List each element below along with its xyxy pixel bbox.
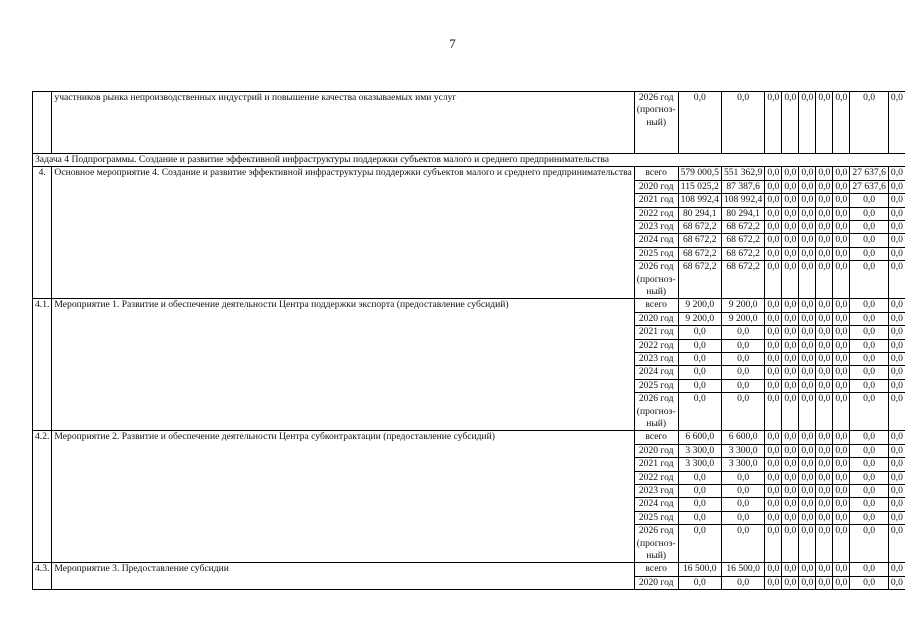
value-cell: 0,0: [816, 366, 833, 379]
value-cell: 0,0: [765, 194, 782, 207]
value-cell: 0,0: [721, 366, 764, 379]
value-cell: 0,0: [782, 576, 799, 589]
value-cell: 0,0: [850, 326, 889, 339]
value-cell: 0,0: [799, 393, 816, 431]
value-cell: 0,0: [799, 444, 816, 457]
value-cell: 0,0: [888, 180, 905, 193]
value-cell: 0,0: [765, 563, 782, 576]
value-cell: 3 300,0: [721, 458, 764, 471]
table-row: [33, 299, 905, 312]
value-cell: 0,0: [799, 326, 816, 339]
year-cell: всего: [634, 563, 678, 576]
value-cell: 0,0: [850, 339, 889, 352]
value-cell: 0,0: [816, 207, 833, 220]
value-cell: 0,0: [850, 261, 889, 299]
task-row: [33, 154, 905, 167]
value-cell: 0,0: [816, 431, 833, 444]
value-cell: 0,0: [678, 576, 721, 589]
value-cell: 0,0: [721, 353, 764, 366]
value-cell: 108 992,4: [721, 194, 764, 207]
value-cell: 0,0: [721, 393, 764, 431]
value-cell: 27 637,6: [850, 180, 889, 193]
task-title: Задача 4 Подпрограммы. Создание и развитие эффективной инфраструктуры поддержки субъектов малого и среднего предпринимательства: [33, 154, 905, 167]
value-cell: 0,0: [888, 326, 905, 339]
value-cell: 0,0: [799, 247, 816, 260]
value-cell: 0,0: [799, 92, 816, 154]
value-cell: 0,0: [850, 431, 889, 444]
value-cell: 0,0: [765, 339, 782, 352]
value-cell: 0,0: [833, 299, 850, 312]
value-cell: 0,0: [799, 563, 816, 576]
value-cell: 0,0: [816, 339, 833, 352]
value-cell: 0,0: [782, 525, 799, 563]
value-cell: 0,0: [888, 366, 905, 379]
value-cell: 0,0: [833, 471, 850, 484]
value-cell: 0,0: [799, 194, 816, 207]
value-cell: 0,0: [782, 247, 799, 260]
value-cell: 0,0: [888, 339, 905, 352]
value-cell: 0,0: [799, 353, 816, 366]
value-cell: 0,0: [765, 458, 782, 471]
value-cell: 0,0: [782, 366, 799, 379]
value-cell: 0,0: [765, 431, 782, 444]
value-cell: 0,0: [765, 444, 782, 457]
year-cell: 2024 год: [634, 234, 678, 247]
value-cell: 0,0: [833, 92, 850, 154]
year-cell: 2022 год: [634, 339, 678, 352]
value-cell: 0,0: [799, 431, 816, 444]
value-cell: 0,0: [833, 339, 850, 352]
row-number-cell: [33, 92, 52, 154]
value-cell: 80 294,1: [678, 207, 721, 220]
value-cell: 9 200,0: [721, 299, 764, 312]
value-cell: 0,0: [888, 207, 905, 220]
value-cell: 0,0: [799, 339, 816, 352]
value-cell: 9 200,0: [678, 312, 721, 325]
year-cell: 2020 год: [634, 180, 678, 193]
value-cell: 0,0: [678, 379, 721, 392]
value-cell: 0,0: [721, 326, 764, 339]
value-cell: 0,0: [850, 498, 889, 511]
value-cell: 0,0: [782, 194, 799, 207]
row-number-cell: 4.2.: [33, 431, 52, 563]
value-cell: 0,0: [782, 180, 799, 193]
value-cell: 0,0: [765, 485, 782, 498]
value-cell: 0,0: [850, 485, 889, 498]
year-cell: 2021 год: [634, 194, 678, 207]
value-cell: 0,0: [782, 431, 799, 444]
value-cell: 0,0: [782, 234, 799, 247]
value-cell: 0,0: [782, 393, 799, 431]
value-cell: 0,0: [782, 167, 799, 180]
value-cell: 0,0: [816, 353, 833, 366]
year-cell: 2023 год: [634, 221, 678, 234]
table-row: [33, 431, 905, 444]
value-cell: 80 294,1: [721, 207, 764, 220]
value-cell: 0,0: [816, 180, 833, 193]
value-cell: 0,0: [833, 576, 850, 589]
value-cell: 0,0: [721, 485, 764, 498]
value-cell: 0,0: [850, 563, 889, 576]
value-cell: 0,0: [765, 525, 782, 563]
value-cell: 0,0: [721, 379, 764, 392]
value-cell: 0,0: [765, 576, 782, 589]
value-cell: 68 672,2: [721, 221, 764, 234]
value-cell: 0,0: [678, 326, 721, 339]
value-cell: 0,0: [721, 498, 764, 511]
value-cell: 0,0: [833, 261, 850, 299]
value-cell: 0,0: [799, 471, 816, 484]
value-cell: 0,0: [782, 485, 799, 498]
table-row: [33, 563, 905, 576]
value-cell: 0,0: [888, 498, 905, 511]
value-cell: 0,0: [850, 312, 889, 325]
value-cell: 0,0: [888, 563, 905, 576]
value-cell: 0,0: [765, 471, 782, 484]
value-cell: 0,0: [888, 234, 905, 247]
value-cell: 0,0: [799, 312, 816, 325]
value-cell: 0,0: [816, 221, 833, 234]
value-cell: 0,0: [833, 444, 850, 457]
value-cell: 0,0: [816, 261, 833, 299]
value-cell: 0,0: [782, 299, 799, 312]
value-cell: 0,0: [888, 379, 905, 392]
value-cell: 0,0: [765, 326, 782, 339]
value-cell: 0,0: [765, 261, 782, 299]
value-cell: 0,0: [816, 167, 833, 180]
value-cell: 0,0: [678, 485, 721, 498]
value-cell: 6 600,0: [678, 431, 721, 444]
value-cell: 0,0: [816, 194, 833, 207]
value-cell: 0,0: [833, 180, 850, 193]
value-cell: 0,0: [721, 576, 764, 589]
value-cell: 0,0: [765, 221, 782, 234]
value-cell: 0,0: [850, 221, 889, 234]
value-cell: 0,0: [888, 525, 905, 563]
value-cell: 0,0: [782, 312, 799, 325]
value-cell: 0,0: [721, 92, 764, 154]
value-cell: 0,0: [799, 167, 816, 180]
value-cell: 3 300,0: [678, 444, 721, 457]
value-cell: 0,0: [888, 167, 905, 180]
value-cell: 0,0: [816, 498, 833, 511]
value-cell: 0,0: [799, 221, 816, 234]
value-cell: 68 672,2: [721, 261, 764, 299]
year-cell: 2020 год: [634, 444, 678, 457]
year-cell: 2023 год: [634, 353, 678, 366]
value-cell: 0,0: [816, 563, 833, 576]
value-cell: 0,0: [678, 498, 721, 511]
value-cell: 0,0: [816, 326, 833, 339]
value-cell: 0,0: [816, 511, 833, 524]
value-cell: 0,0: [799, 498, 816, 511]
value-cell: 0,0: [816, 444, 833, 457]
value-cell: 0,0: [816, 379, 833, 392]
value-cell: 0,0: [765, 180, 782, 193]
measure-name-cell: Мероприятие 3. Предоставление субсидии: [52, 563, 634, 590]
value-cell: 0,0: [816, 471, 833, 484]
value-cell: 0,0: [833, 326, 850, 339]
value-cell: 3 300,0: [678, 458, 721, 471]
value-cell: 0,0: [782, 379, 799, 392]
value-cell: 0,0: [782, 498, 799, 511]
value-cell: 0,0: [833, 485, 850, 498]
value-cell: 0,0: [765, 511, 782, 524]
value-cell: 0,0: [782, 444, 799, 457]
value-cell: 0,0: [765, 366, 782, 379]
value-cell: 0,0: [816, 312, 833, 325]
value-cell: 0,0: [833, 393, 850, 431]
value-cell: 0,0: [782, 458, 799, 471]
budget-table: [32, 91, 905, 590]
value-cell: 0,0: [799, 576, 816, 589]
value-cell: 0,0: [765, 312, 782, 325]
value-cell: 0,0: [888, 247, 905, 260]
value-cell: 0,0: [782, 207, 799, 220]
value-cell: 9 200,0: [721, 312, 764, 325]
value-cell: 0,0: [850, 444, 889, 457]
value-cell: 551 362,9: [721, 167, 764, 180]
year-cell: 2023 год: [634, 485, 678, 498]
value-cell: 0,0: [850, 379, 889, 392]
value-cell: 0,0: [888, 92, 905, 154]
value-cell: 3 300,0: [721, 444, 764, 457]
value-cell: 0,0: [765, 247, 782, 260]
value-cell: 68 672,2: [721, 234, 764, 247]
value-cell: 0,0: [782, 339, 799, 352]
value-cell: 68 672,2: [678, 221, 721, 234]
row-number-cell: 4.1.: [33, 299, 52, 431]
year-cell: 2020 год: [634, 576, 678, 589]
value-cell: 0,0: [765, 393, 782, 431]
value-cell: 0,0: [833, 525, 850, 563]
value-cell: 0,0: [816, 393, 833, 431]
value-cell: 579 000,5: [678, 167, 721, 180]
value-cell: 0,0: [799, 458, 816, 471]
value-cell: 0,0: [850, 576, 889, 589]
value-cell: 0,0: [888, 312, 905, 325]
year-cell: 2026 год (прогноз- ный): [634, 525, 678, 563]
value-cell: 0,0: [888, 393, 905, 431]
measure-name-cell: Основное мероприятие 4. Создание и развитие эффективной инфраструктуры поддержки субъектов малого и среднего предпринимательства: [52, 167, 634, 299]
value-cell: 0,0: [765, 379, 782, 392]
year-cell: 2026 год (прогноз- ный): [634, 393, 678, 431]
value-cell: 0,0: [888, 261, 905, 299]
value-cell: 0,0: [782, 92, 799, 154]
value-cell: 0,0: [782, 261, 799, 299]
value-cell: 0,0: [850, 207, 889, 220]
value-cell: 0,0: [782, 563, 799, 576]
value-cell: 0,0: [850, 393, 889, 431]
value-cell: 0,0: [782, 471, 799, 484]
value-cell: 0,0: [850, 92, 889, 154]
value-cell: 0,0: [799, 485, 816, 498]
value-cell: 68 672,2: [678, 234, 721, 247]
value-cell: 0,0: [850, 511, 889, 524]
value-cell: 0,0: [765, 299, 782, 312]
value-cell: 0,0: [816, 458, 833, 471]
value-cell: 68 672,2: [721, 247, 764, 260]
value-cell: 0,0: [721, 339, 764, 352]
value-cell: 0,0: [799, 366, 816, 379]
value-cell: 0,0: [799, 180, 816, 193]
value-cell: 108 992,4: [678, 194, 721, 207]
value-cell: 0,0: [888, 458, 905, 471]
value-cell: 0,0: [816, 92, 833, 154]
value-cell: 0,0: [799, 299, 816, 312]
value-cell: 0,0: [850, 471, 889, 484]
value-cell: 0,0: [850, 299, 889, 312]
value-cell: 0,0: [833, 431, 850, 444]
value-cell: 0,0: [833, 458, 850, 471]
value-cell: 0,0: [816, 247, 833, 260]
value-cell: 68 672,2: [678, 247, 721, 260]
value-cell: 0,0: [888, 221, 905, 234]
value-cell: 0,0: [765, 498, 782, 511]
value-cell: 0,0: [678, 471, 721, 484]
value-cell: 0,0: [721, 511, 764, 524]
value-cell: 0,0: [888, 299, 905, 312]
value-cell: 0,0: [850, 234, 889, 247]
value-cell: 0,0: [816, 576, 833, 589]
value-cell: 0,0: [816, 485, 833, 498]
value-cell: 0,0: [850, 525, 889, 563]
value-cell: 0,0: [765, 92, 782, 154]
value-cell: 0,0: [721, 471, 764, 484]
value-cell: 0,0: [833, 207, 850, 220]
value-cell: 0,0: [833, 194, 850, 207]
value-cell: 0,0: [799, 511, 816, 524]
measure-name-cell: участников рынка непроизводственных индустрий и повышение качества оказываемых ими услуг: [52, 92, 634, 154]
value-cell: 0,0: [721, 525, 764, 563]
value-cell: 0,0: [799, 234, 816, 247]
value-cell: 0,0: [782, 326, 799, 339]
value-cell: 0,0: [833, 498, 850, 511]
row-number-cell: 4.: [33, 167, 52, 299]
value-cell: 0,0: [850, 194, 889, 207]
value-cell: 0,0: [782, 511, 799, 524]
value-cell: 0,0: [888, 194, 905, 207]
value-cell: 0,0: [888, 471, 905, 484]
year-cell: всего: [634, 299, 678, 312]
value-cell: 0,0: [678, 339, 721, 352]
value-cell: 0,0: [850, 366, 889, 379]
value-cell: 0,0: [833, 167, 850, 180]
year-cell: всего: [634, 431, 678, 444]
value-cell: 0,0: [833, 247, 850, 260]
value-cell: 0,0: [765, 167, 782, 180]
value-cell: 0,0: [888, 485, 905, 498]
value-cell: 0,0: [850, 353, 889, 366]
measure-name-cell: Мероприятие 2. Развитие и обеспечение деятельности Центра субконтрактации (предоставление субсидий): [52, 431, 634, 563]
value-cell: 115 025,2: [678, 180, 721, 193]
value-cell: 0,0: [888, 353, 905, 366]
value-cell: 0,0: [799, 261, 816, 299]
value-cell: 0,0: [782, 353, 799, 366]
value-cell: 0,0: [850, 247, 889, 260]
value-cell: 0,0: [833, 379, 850, 392]
value-cell: 0,0: [888, 444, 905, 457]
value-cell: 0,0: [782, 221, 799, 234]
year-cell: всего: [634, 167, 678, 180]
year-cell: 2020 год: [634, 312, 678, 325]
value-cell: 0,0: [833, 563, 850, 576]
value-cell: 87 387,6: [721, 180, 764, 193]
value-cell: 0,0: [833, 312, 850, 325]
value-cell: 0,0: [833, 353, 850, 366]
value-cell: 9 200,0: [678, 299, 721, 312]
value-cell: 0,0: [765, 207, 782, 220]
value-cell: 0,0: [678, 353, 721, 366]
table-row: [33, 92, 905, 154]
value-cell: 0,0: [799, 207, 816, 220]
year-cell: 2022 год: [634, 207, 678, 220]
year-cell: 2025 год: [634, 511, 678, 524]
value-cell: 16 500,0: [721, 563, 764, 576]
value-cell: 0,0: [765, 234, 782, 247]
value-cell: 0,0: [833, 234, 850, 247]
page-number: 7: [449, 36, 456, 51]
value-cell: 0,0: [678, 525, 721, 563]
value-cell: 0,0: [850, 458, 889, 471]
measure-name-cell: Мероприятие 1. Развитие и обеспечение деятельности Центра поддержки экспорта (предоставление субсидий): [52, 299, 634, 431]
value-cell: 0,0: [678, 92, 721, 154]
value-cell: 0,0: [816, 234, 833, 247]
value-cell: 0,0: [799, 379, 816, 392]
year-cell: 2022 год: [634, 471, 678, 484]
row-number-cell: 4.3.: [33, 563, 52, 590]
value-cell: 0,0: [799, 525, 816, 563]
value-cell: 0,0: [888, 511, 905, 524]
year-cell: 2021 год: [634, 326, 678, 339]
value-cell: 0,0: [816, 299, 833, 312]
value-cell: 0,0: [816, 525, 833, 563]
value-cell: 0,0: [888, 576, 905, 589]
value-cell: 0,0: [833, 366, 850, 379]
value-cell: 0,0: [678, 393, 721, 431]
value-cell: 0,0: [833, 221, 850, 234]
year-cell: 2024 год: [634, 498, 678, 511]
value-cell: 0,0: [888, 431, 905, 444]
year-cell: 2021 год: [634, 458, 678, 471]
year-cell: 2026 год (прогноз- ный): [634, 92, 678, 154]
value-cell: 0,0: [678, 366, 721, 379]
value-cell: 68 672,2: [678, 261, 721, 299]
value-cell: 0,0: [833, 511, 850, 524]
value-cell: 27 637,6: [850, 167, 889, 180]
table-row: [33, 167, 905, 180]
value-cell: 16 500,0: [678, 563, 721, 576]
value-cell: 6 600,0: [721, 431, 764, 444]
value-cell: 0,0: [678, 511, 721, 524]
year-cell: 2025 год: [634, 379, 678, 392]
year-cell: 2024 год: [634, 366, 678, 379]
year-cell: 2025 год: [634, 247, 678, 260]
value-cell: 0,0: [765, 353, 782, 366]
year-cell: 2026 год (прогноз- ный): [634, 261, 678, 299]
